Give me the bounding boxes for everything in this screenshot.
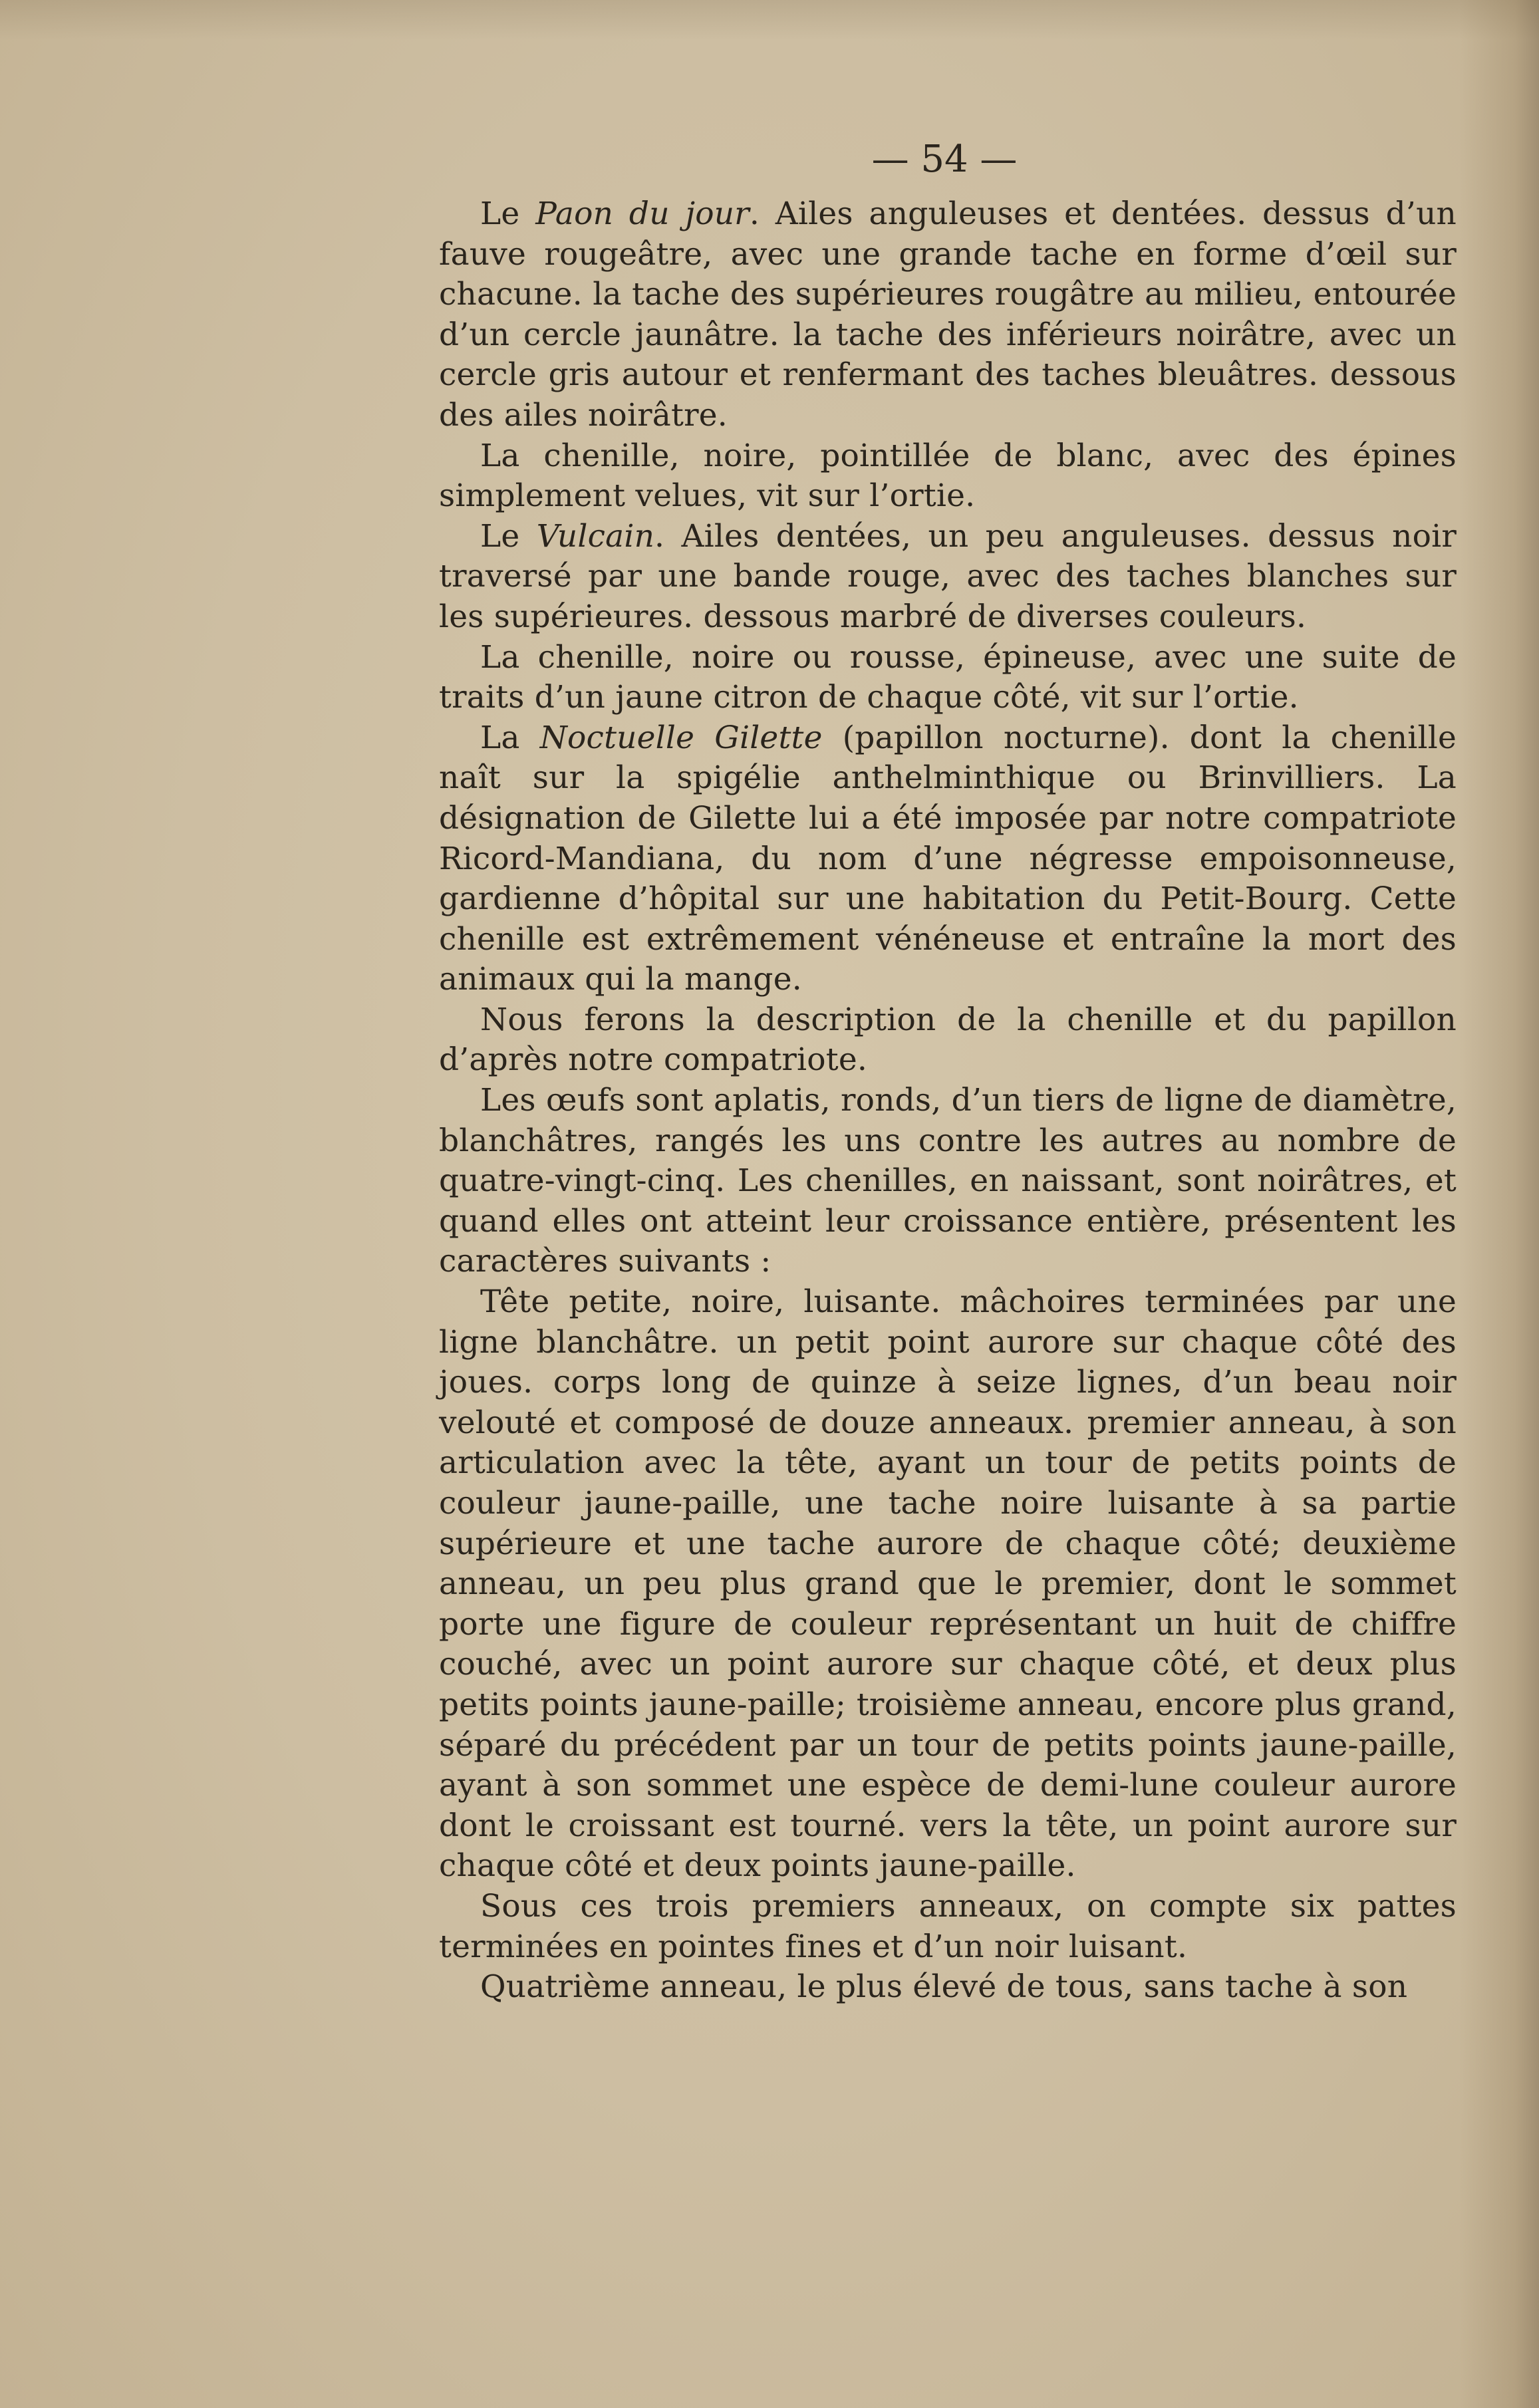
text-run: Le	[480, 196, 536, 232]
paragraph-quatrieme-anneau: Quatrième anneau, le plus élevé de tous, sans tache à son	[480, 1968, 1408, 2006]
page-edge-shadow	[1459, 0, 1539, 2408]
paragraph-tete-corps: Tête petite, noire, luisante. mâchoires terminées par une ligne blanchâtre. un petit point aurore sur chaque côté des joues. corps long de quinze à seize lignes, d’un beau noir velouté et composé de douze anneaux. premier anneau, à son articulation avec la tête, ayant un tour de petits points de couleur jaune-paille, une tache noire luisante à sa partie supérieure et une tache aurore de chaque côté; deuxième anneau, un peu plus grand que le premier, dont le sommet porte une figure de couleur représentant un huit de chiffre couché, avec un point aurore sur chaque côté, et deux plus petits points jaune-paille; troisième anneau, encore plus grand, séparé du précédent par un tour de petits points jaune-paille, ayant à son sommet une espèce de demi-lune couleur aurore dont le croissant est tourné. vers la tête, un point aurore sur chaque côté et deux points jaune-paille.	[439, 1283, 1457, 1885]
paragraph-pattes: Sous ces trois premiers anneaux, on compte six pattes terminées en pointes fines et d’un noir luisant.	[439, 1887, 1457, 1965]
paragraph-chenille-vulcain: La chenille, noire ou rousse, épineuse, avec une suite de traits d’un jaune citron de chaque côté, vit sur l’ortie.	[439, 638, 1457, 716]
species-name-paon-du-jour: Paon du jour	[535, 196, 750, 232]
page-number: — 54 —	[871, 138, 1018, 181]
text-run: (papillon nocturne). dont la chenille naît sur la spigélie anthelminthique ou Brinvilliers. La désignation de Gilette lui a été imposée par notre compatriote Ricord-Mandiana, du nom d’une négresse empoisonneuse, gardienne d’hôpital sur une habitation du Petit-Bourg. Cette chenille est extrêmement vénéneuse et entraîne la mort des animaux qui la mange.	[439, 719, 1457, 998]
paragraph-description-intro: Nous ferons la description de la chenille et du papillon d’après notre compatriote.	[439, 1001, 1457, 1079]
species-name-vulcain: Vulcain	[536, 517, 655, 555]
paragraph-vulcain	[439, 517, 1457, 638]
text-run: Le	[480, 517, 537, 555]
text-run: . Ailes anguleuses et dentées. dessus d’un fauve rougeâtre, avec une grande tache en forme d’œil sur chacune. la tache des supérieures rougâtre au milieu, entourée d’un cercle jaunâtre. la tache des inférieurs noirâtre, avec un cercle gris autour et renfermant des taches bleuâtres. dessous des ailes noirâtre.	[439, 196, 1457, 434]
paragraph-oeufs: Les œufs sont aplatis, ronds, d’un tiers de ligne de diamètre, blanchâtres, rangés les uns contre les autres au nombre de quatre-vingt-cinq. Les chenilles, en naissant, sont noirâtres, et quand elles ont atteint leur croissance entière, présentent les caractères suivants :	[439, 1082, 1457, 1280]
text-run: La	[480, 719, 540, 756]
paragraph-paon-du-jour	[439, 194, 1457, 436]
paragraph-noctuelle-gilette	[439, 718, 1457, 1000]
text-run: . Ailes dentées, un peu anguleuses. dessus noir traversé par une bande rouge, avec des taches blanches sur les supérieures. dessous marbré de diverses couleurs.	[439, 517, 1457, 635]
paragraph-chenille-paon: La chenille, noire, pointillée de blanc, avec des épines simplement velues, vit sur l’ortie.	[439, 437, 1457, 515]
species-name-noctuelle-gilette: Noctuelle Gilette	[539, 719, 823, 756]
page-top-shadow	[0, 0, 1539, 40]
body-text	[439, 194, 1457, 2008]
